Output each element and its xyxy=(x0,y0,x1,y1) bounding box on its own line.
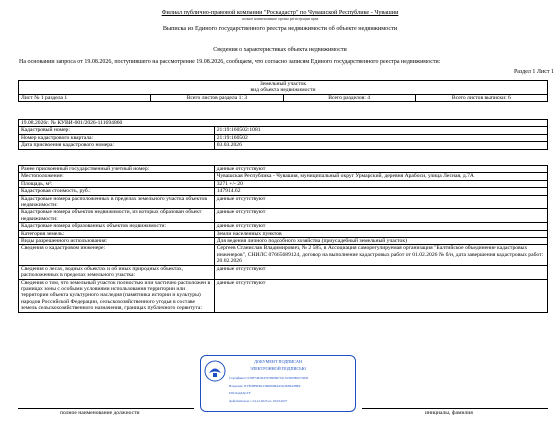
object-type-caption: вид объекта недвижимости xyxy=(250,87,316,94)
row-label: Кадастровые номера образованных объектов недвижимости: xyxy=(19,223,215,230)
extract-sheets-total: Всего листов выписки: 6 xyxy=(415,94,547,101)
row-value: Земли населенных пунктов xyxy=(214,230,547,237)
table-row xyxy=(19,265,548,279)
stamp-subtitle: ЭЛЕКТРОННОЙ ПОДПИСЬЮ xyxy=(249,366,307,371)
row-value: Чувашская Республика - Чувашия, муниципальный округ Урмарский, деревня Арабоси, улица Лесная, д.7А xyxy=(214,173,547,180)
extract-number: 19.08.2026г. № КУВИ-001/2026-111694860 xyxy=(19,120,548,127)
row-label: Виды разрешенного использования: xyxy=(19,238,215,245)
table-row xyxy=(19,188,548,195)
intro-text: На основании запроса от 19.08.2026, поступившего на рассмотрение 19.08.2026, сообщаем, что согласно записям Единого государственного реестра недвижимости: xyxy=(19,59,441,65)
row-value: данные отсутствуют xyxy=(214,265,547,279)
stamp-certificate: Сертификат: 039F7481D4797098697521355000B1075845 xyxy=(229,376,309,380)
row-value: данные отсутствуют xyxy=(214,166,547,173)
row-label: Кадастровые номера расположенных в пределах земельного участка объектов недвижимости: xyxy=(19,195,215,209)
row-value: 21:19:160502 xyxy=(214,134,547,141)
row-label: Сведения о кадастровом инженере: xyxy=(19,245,215,265)
stamp-owner-name: РОСКАДАСТР xyxy=(229,391,251,395)
name-line xyxy=(362,408,548,409)
document-title: Выписка из Единого государственного реестра недвижимости об объекте недвижимости xyxy=(162,25,398,32)
table-row xyxy=(19,223,548,230)
table-row xyxy=(19,134,548,141)
table-row xyxy=(19,230,548,237)
row-label: Номер кадастрового квартала: xyxy=(19,134,215,141)
row-label: Местоположение: xyxy=(19,173,215,180)
table-row xyxy=(19,209,548,223)
row-label: Кадастровая стоимость, руб.: xyxy=(19,188,215,195)
object-type-cell xyxy=(19,81,548,95)
table-row xyxy=(19,238,548,245)
details-table xyxy=(18,165,548,313)
row-value: 21:19:160502:1081 xyxy=(214,127,547,134)
document-subtitle: Сведения о характеристиках объекта недвижимости xyxy=(213,47,347,53)
table-row xyxy=(19,180,548,187)
row-value: Сергеев Станислав Владимирович, № 2 585, в Ассоциация саморегулируемая организация "Балтийское объединение кадастровых инженеров", СНИЛС 07665689124, договор на выполнение кадастровых работ от 01.02.2026 № б/н, дата завершения кадастровых работ: 20.02.2026 xyxy=(214,245,547,265)
table-row xyxy=(19,142,548,149)
row-value: данные отсутствуют xyxy=(214,223,547,230)
row-value: 3271 +/- 20 xyxy=(214,180,547,187)
row-label: Кадастровые номера объектов недвижимости, из которых образован объект недвижимости: xyxy=(19,209,215,223)
section-label: Раздел 1 Лист 1 xyxy=(513,69,554,75)
sections-total: Всего разделов: 4 xyxy=(283,94,415,101)
stamp-title: ДОКУМЕНТ ПОДПИСАН xyxy=(254,359,302,364)
table-row xyxy=(19,166,548,173)
position-line xyxy=(18,408,194,409)
sheets-total: Всего листов раздела 1: 3 xyxy=(151,94,283,101)
table-row xyxy=(19,279,548,312)
table-row xyxy=(19,245,548,265)
row-value: 03.03.2026 xyxy=(214,142,547,149)
row-label: Сведения о том, что земельный участок полностью или частично расположен в границах зоны с особыми условиями использования территории или территории объекта культурного наследия (памятника истории и культуры) народов Российской Федерации, сельскохозяйственного угодья в составе земель сельскохозяйственного назначения, границах публичного сервитута: xyxy=(19,279,215,312)
row-label: Сведения о лесах, водных объектах и об иных природных объектах, расположенных в пределах земельного участка: xyxy=(19,265,215,279)
row-label: Кадастровый номер: xyxy=(19,127,215,134)
org-caption: полное наименование органа регистрации прав xyxy=(241,17,319,21)
stamp-validity: Действителен: с 24.12.2025 по 19.03.2027 xyxy=(229,399,288,403)
object-type: Земельный участок xyxy=(259,81,307,87)
row-value: 147914.62 xyxy=(214,188,547,195)
position-caption: полное наименование должности xyxy=(60,410,140,416)
row-value: данные отсутствуют xyxy=(214,209,547,223)
table-row xyxy=(19,173,548,180)
row-value: Для ведения личного подсобного хозяйства (приусадебный земельный участок) xyxy=(214,238,547,245)
stamp-owner: Владелец: ПУБЛИЧНО-ПРАВОВАЯ КОМПАНИЯ xyxy=(229,384,301,388)
table-row xyxy=(19,195,548,209)
name-caption: инициалы, фамилия xyxy=(425,410,473,416)
object-header-table xyxy=(18,80,548,102)
sheet-number: Лист № 1 раздела 1 xyxy=(19,94,151,101)
ids-table xyxy=(18,119,548,150)
row-label: Дата присвоения кадастрового номера: xyxy=(19,142,215,149)
row-label: Категория земель: xyxy=(19,230,215,237)
row-value: данные отсутствуют xyxy=(214,195,547,209)
electronic-signature-stamp xyxy=(200,355,356,412)
table-row xyxy=(19,127,548,134)
row-label: Ранее присвоенный государственный учетный номер: xyxy=(19,166,215,173)
row-value: данные отсутствуют xyxy=(214,279,547,312)
row-label: Площадь, м²: xyxy=(19,180,215,187)
org-name: Филиал публично-правовой компании "Роскадастр" по Чувашской Республике - Чувашии xyxy=(161,9,399,16)
